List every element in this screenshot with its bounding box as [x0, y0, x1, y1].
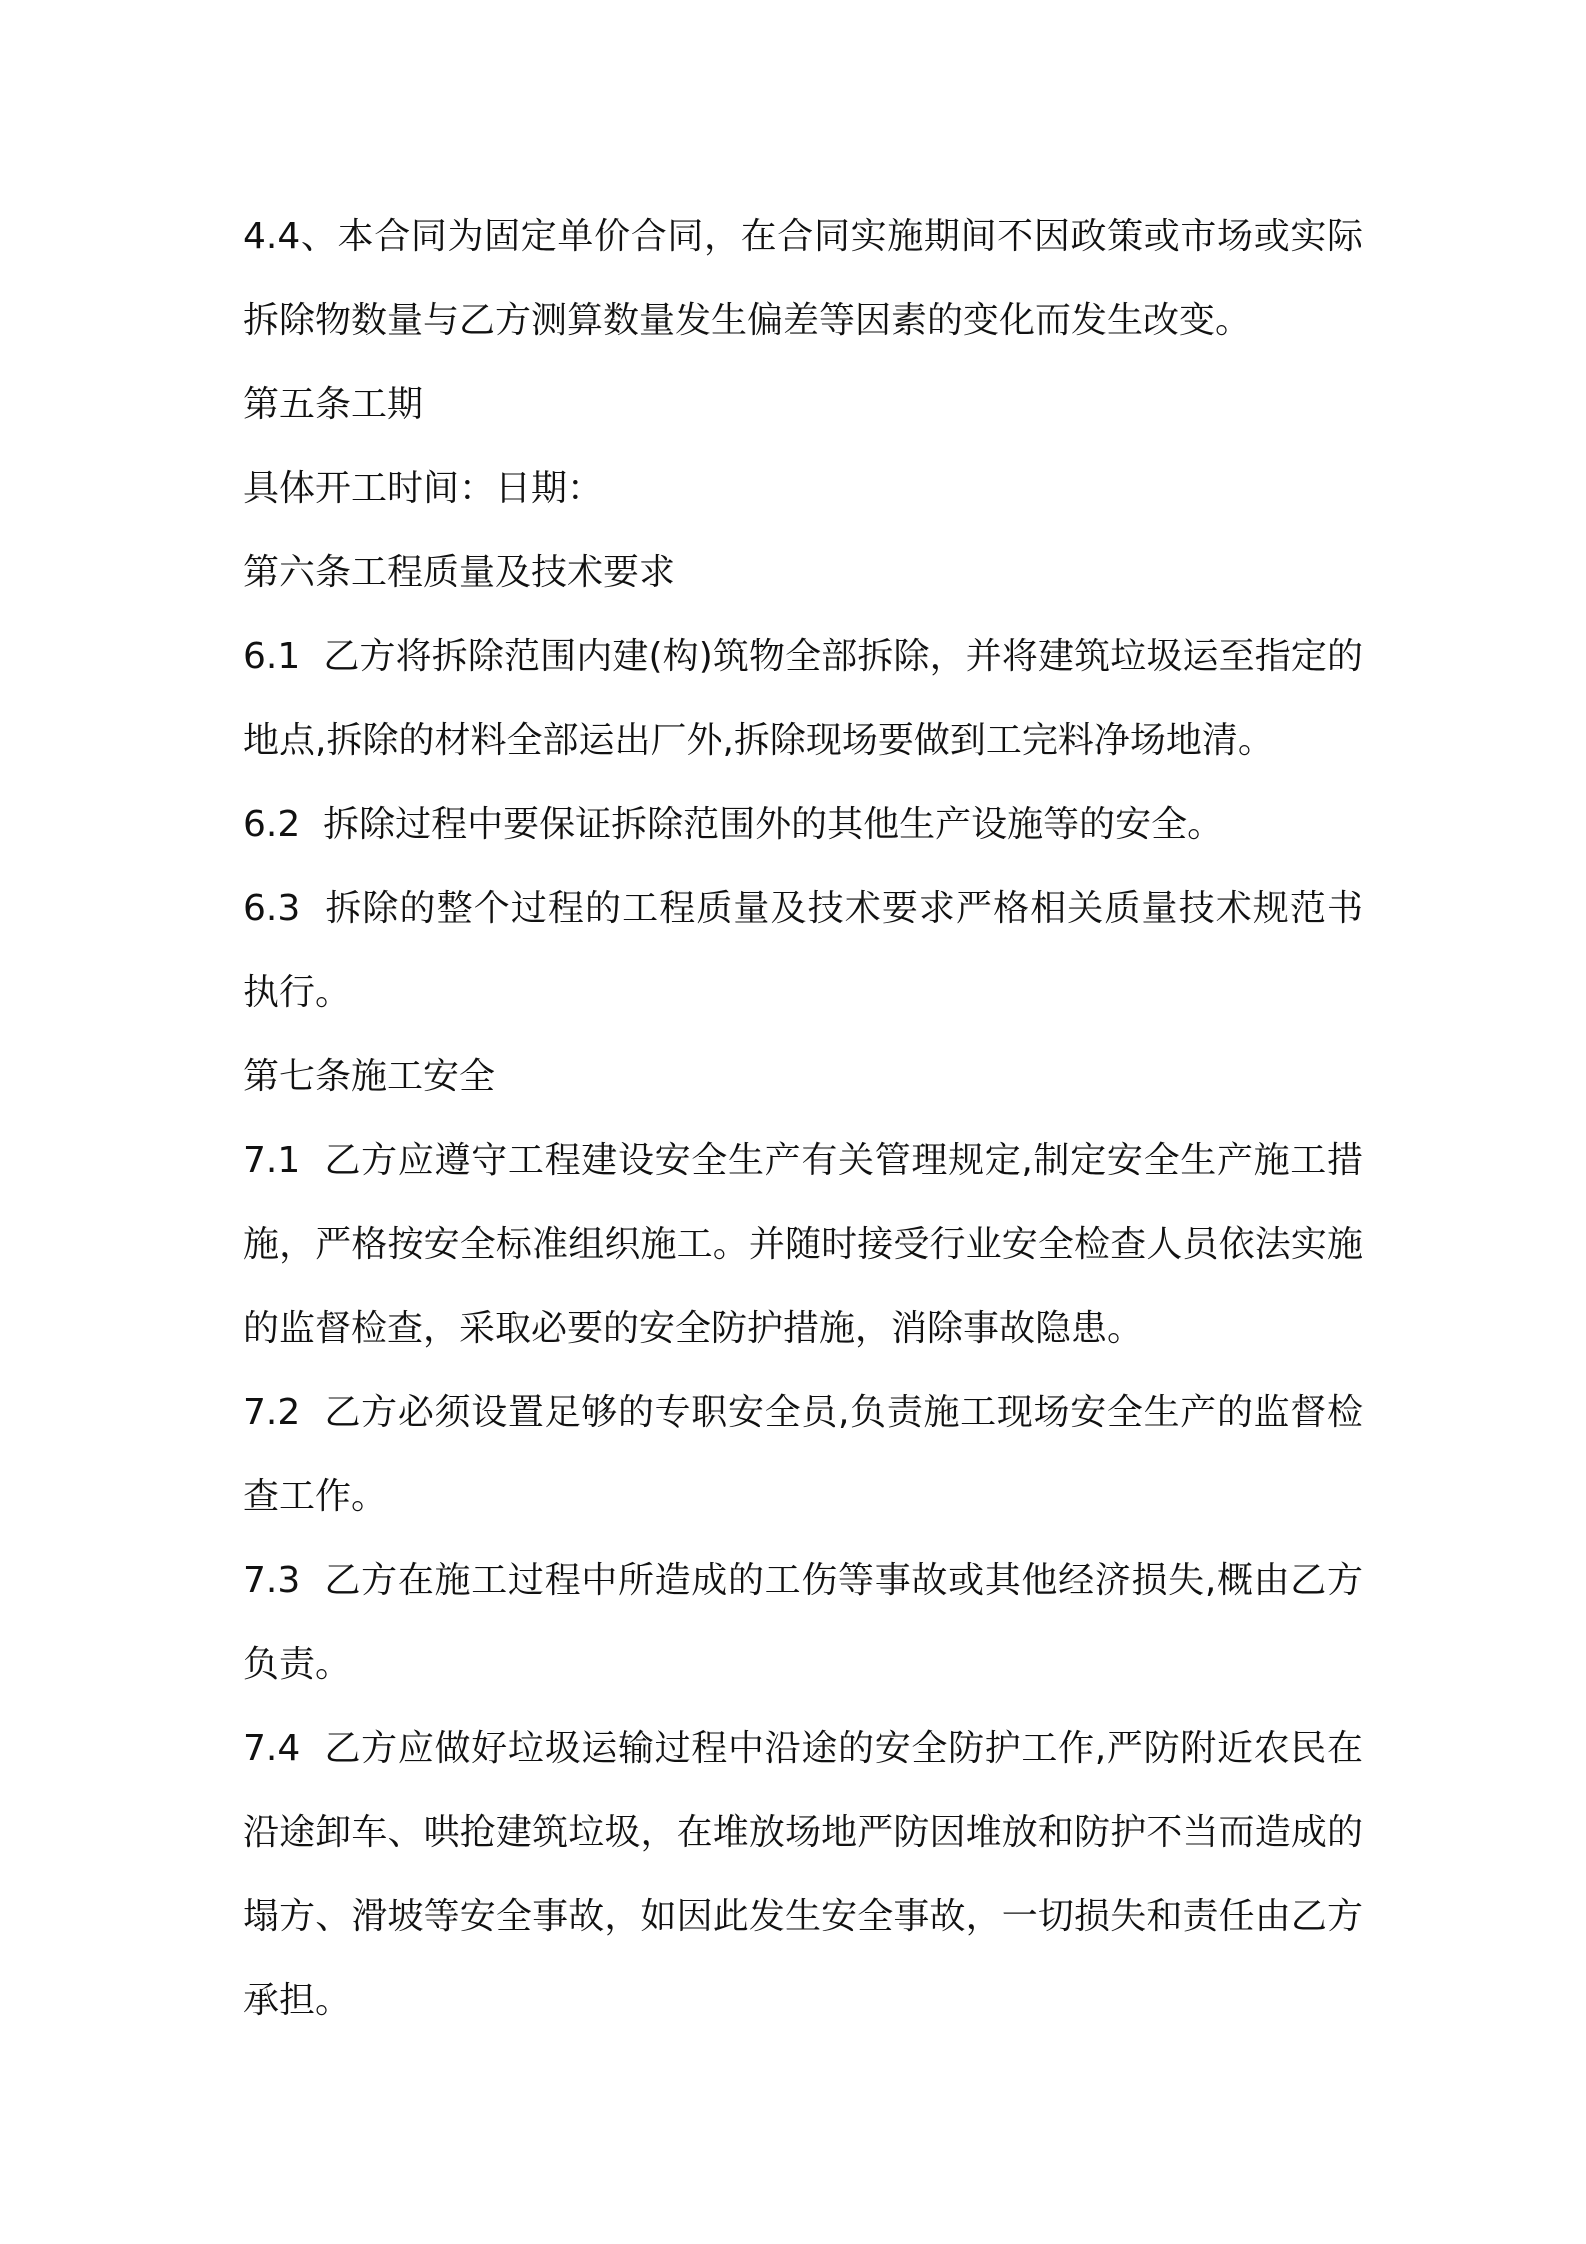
clause-7-1: 7.1 乙方应遵守工程建设安全生产有关管理规定,制定安全生产施工措施，严格按安全标准组织施工。并随时接受行业安全检查人员依法实施的监督检查，采取必要的安全防护措施，消除事故隐患。	[243, 1140, 1363, 1349]
article-5-heading: 第五条工期	[243, 384, 424, 425]
clause-7-4: 7.4 乙方应做好垃圾运输过程中沿途的安全防护工作,严防附近农民在沿途卸车、哄抢建筑垃圾，在堆放场地严防因堆放和防护不当而造成的塌方、滑坡等安全事故，如因此发生安全事故，一切损失和责任由乙方承担。	[243, 1728, 1363, 2021]
clause-6-2: 6.2 拆除过程中要保证拆除范围外的其他生产设施等的安全。	[243, 804, 1224, 845]
article-6-heading: 第六条工程质量及技术要求	[243, 552, 676, 593]
clause-7-3: 7.3 乙方在施工过程中所造成的工伤等事故或其他经济损失,概由乙方负责。	[243, 1560, 1363, 1685]
article-7-heading: 第七条施工安全	[243, 1056, 496, 1097]
clause-6-1: 6.1 乙方将拆除范围内建(构)筑物全部拆除，并将建筑垃圾运至指定的地点,拆除的材料全部运出厂外,拆除现场要做到工完料净场地清。	[243, 636, 1363, 761]
clause-4-4: 4.4、本合同为固定单价合同，在合同实施期间不因政策或市场或实际拆除物数量与乙方测算数量发生偏差等因素的变化而发生改变。	[243, 216, 1363, 341]
clause-6-3: 6.3 拆除的整个过程的工程质量及技术要求严格相关质量技术规范书执行。	[243, 888, 1363, 1013]
document-body	[243, 195, 1363, 2043]
start-date-line: 具体开工时间：日期：	[243, 468, 604, 509]
clause-7-2: 7.2 乙方必须设置足够的专职安全员,负责施工现场安全生产的监督检查工作。	[243, 1392, 1363, 1517]
